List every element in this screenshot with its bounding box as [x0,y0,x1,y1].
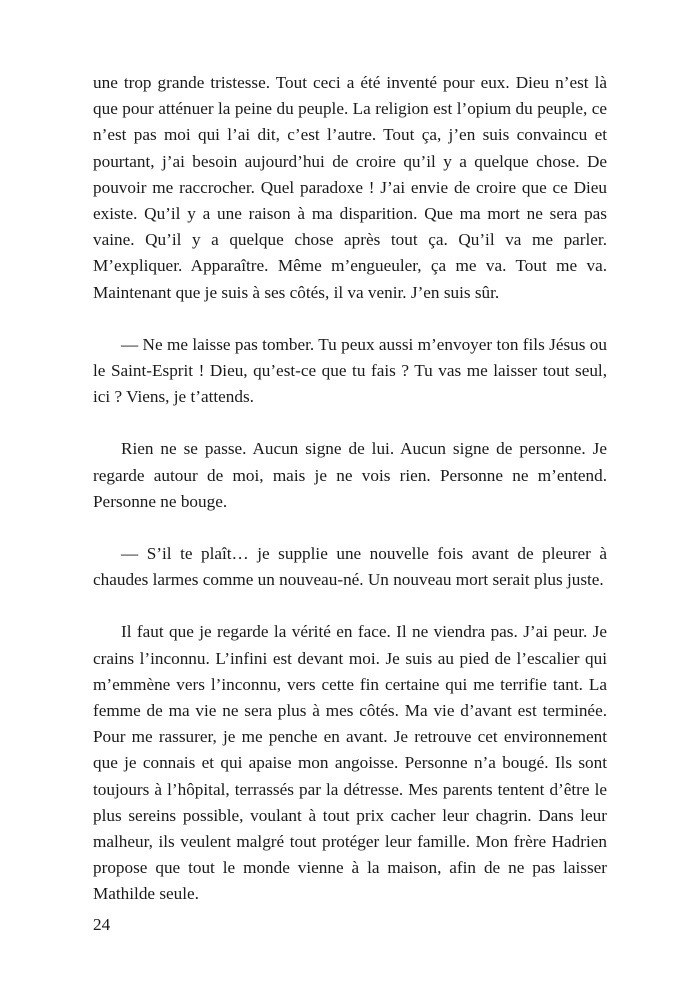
paragraph-gap [93,306,607,332]
paragraph-5: Il faut que je regarde la vérité en face. Il ne viendra pas. J’ai peur. Je crains l’inconnu. L’infini est devant moi. Je suis au pied de l’escalier qui m’emmène vers l’inconnu, vers cette fin certaine qui me terrifie tant. La femme de ma vie ne sera plus à mes côtés. Ma vie d’avant est terminée. Pour me rassurer, je me penche en avant. Je retrouve cet environnement que je connais et qui apaise mon angoisse. Personne n’a bougé. Ils sont toujours à l’hôpital, terrassés par la détresse. Mes parents tentent d’être le plus sereins possible, voulant à tout prix cacher leur chagrin. Dans leur malheur, ils veulent malgré tout protéger leur famille. Mon frère Hadrien propose que tout le monde vienne à la maison, afin de ne pas laisser Mathilde seule. [93,622,607,904]
paragraph-4-dialogue: — S’il te plaît… je supplie une nouvelle fois avant de pleurer à chaudes larmes comme un nouveau-né. Un nouveau mort serait plus juste. [93,544,607,590]
paragraph-2-dialogue: — Ne me laisse pas tomber. Tu peux aussi m’envoyer ton fils Jésus ou le Saint-Esprit ! Dieu, qu’est-ce que tu fais ? Tu vas me laisser tout seul, ici ? Viens, je t’attends. [93,334,607,407]
page-number: 24 [93,915,111,934]
paragraph-3: Rien ne se passe. Aucun signe de lui. Aucun signe de personne. Je regarde autour de moi, mais je ne vois rien. Personne ne m’entend. Personne ne bouge. [93,439,607,511]
paragraph-gap [93,410,607,436]
page-body [93,70,607,908]
paragraph-1: une trop grande tristesse. Tout ceci a été inventé pour eux. Dieu n’est là que pour atténuer la peine du peuple. La religion est l’opium du peuple, ce n’est pas moi qui l’ai dit, c’est l’autre. Tout ça, j’en suis convaincu et pourtant, j’ai besoin aujourd’hui de croire qu’il y a quelque chose. De pouvoir me raccrocher. Quel paradoxe ! J’ai envie de croire que ce Dieu existe. Qu’il y a une raison à ma disparition. Que ma mort ne sera pas vaine. Qu’il y a quelque chose après tout ça. Qu’il va me parler. M’expliquer. Apparaître. Même m’engueuler, ça me va. Tout me va. Maintenant que je suis à ses côtés, il va venir. J’en suis sûr. [93,73,607,302]
paragraph-gap [93,593,607,619]
paragraph-gap [93,515,607,541]
